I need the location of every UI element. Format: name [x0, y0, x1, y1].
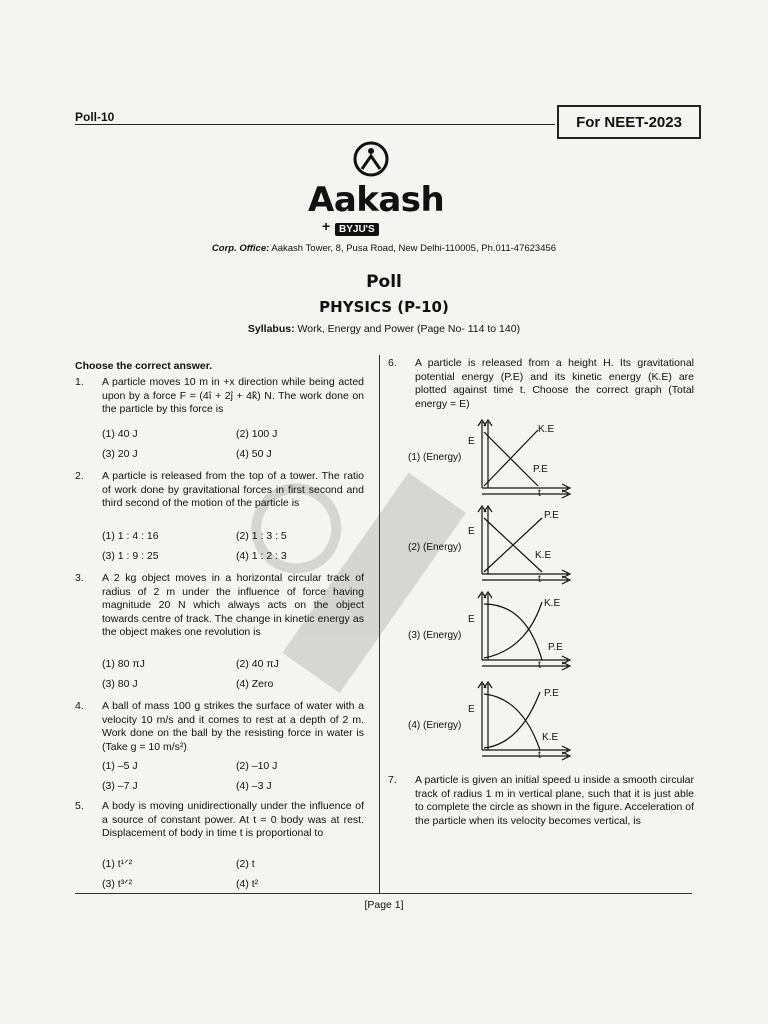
axis-y-label: E	[468, 526, 475, 537]
axis-x-label: t	[538, 574, 541, 585]
syllabus	[0, 323, 768, 335]
question-number: 3.	[75, 572, 84, 584]
option: (1) 40 J	[102, 428, 138, 440]
curve-top-label: K.E	[544, 598, 561, 609]
question-text: A particle is given an initial speed u inside a smooth circular track of radius 1 m in vertical plane, such that it is just able to complete the circle as shown in the figure. Acceleration of the particle when its velocity becomes vertical, is	[415, 774, 694, 827]
page-title: Poll	[366, 272, 402, 292]
question-1	[75, 376, 365, 420]
question-number: 5.	[75, 800, 84, 812]
option: (1) 80 πJ	[102, 658, 145, 670]
graph-option-label: (4) (Energy)	[408, 720, 462, 731]
question-number: 6.	[388, 357, 397, 369]
graph-option-4	[408, 680, 578, 762]
graph-option-label: (1) (Energy)	[408, 452, 462, 463]
curve-top-label: P.E	[544, 688, 559, 699]
graph-option-label: (3) (Energy)	[408, 630, 462, 641]
page-number: [Page 1]	[364, 899, 404, 911]
corp-label: Corp. Office:	[211, 243, 270, 254]
curve-bottom-label: P.E	[533, 464, 548, 475]
axis-x-label: t	[538, 660, 541, 671]
syllabus-label: Syllabus:	[247, 323, 295, 335]
option: (3) t³ᐟ²	[102, 878, 133, 890]
curve-bottom-label: P.E	[548, 642, 563, 653]
instructions: Choose the correct answer.	[75, 360, 213, 372]
question-4-options	[102, 760, 362, 794]
option: (2) 1 : 3 : 5	[236, 530, 287, 542]
question-6	[388, 357, 694, 413]
option: (1) t¹ᐟ²	[102, 858, 133, 870]
option: (4) –3 J	[236, 780, 272, 792]
question-2-options	[102, 530, 362, 564]
option: (2) –10 J	[236, 760, 278, 772]
axis-y-label: E	[468, 614, 475, 625]
graph-option-label: (2) (Energy)	[408, 542, 462, 553]
corp-office	[0, 243, 768, 254]
question-4	[75, 700, 365, 756]
curve-top-label: K.E	[538, 424, 555, 435]
footer-rule	[75, 893, 692, 894]
energy-time-graph-4	[476, 680, 576, 762]
question-5	[75, 800, 365, 856]
question-text: A 2 kg object moves in a horizontal circular track of radius of 2 m under the influence of force having magnitude 20 N which always acts on the object towards centre of track. The change in kinetic energy as the object makes one revolution is	[102, 572, 364, 638]
question-3-options	[102, 658, 362, 692]
curve-top-label: P.E	[544, 510, 559, 521]
aakash-emblem-icon	[352, 140, 390, 178]
option: (2) t	[236, 858, 255, 870]
option: (2) 100 J	[236, 428, 278, 440]
subject-title: PHYSICS (P-10)	[319, 298, 449, 316]
option: (4) Zero	[236, 678, 274, 690]
axis-y-label: E	[468, 436, 475, 447]
poll-id: Poll-10	[75, 110, 115, 124]
question-1-options	[102, 428, 362, 462]
question-number: 7.	[388, 774, 397, 786]
axis-x-label: t	[538, 750, 541, 761]
option: (3) 1 : 9 : 25	[102, 550, 159, 562]
option: (4) 50 J	[236, 448, 272, 460]
question-number: 2.	[75, 470, 84, 482]
question-number: 4.	[75, 700, 84, 712]
graph-option-1	[408, 418, 578, 500]
logo-plus: +	[322, 218, 331, 234]
option: (1) 1 : 4 : 16	[102, 530, 159, 542]
question-5-options	[102, 858, 362, 892]
option: (1) –5 J	[102, 760, 138, 772]
aakash-logo	[300, 140, 450, 240]
graph-option-3	[408, 590, 578, 672]
graph-option-2	[408, 504, 578, 586]
exam-badge: For NEET-2023	[557, 105, 701, 139]
energy-time-graph-3	[476, 590, 576, 672]
option: (3) 20 J	[102, 448, 138, 460]
column-divider	[379, 355, 380, 893]
option: (2) 40 πJ	[236, 658, 279, 670]
axis-y-label: E	[468, 704, 475, 715]
energy-time-graph-2	[476, 504, 576, 586]
option: (3) 80 J	[102, 678, 138, 690]
question-7	[388, 774, 694, 844]
option: (4) 1 : 2 : 3	[236, 550, 287, 562]
question-text: A ball of mass 100 g strikes the surface of water with a velocity 10 m/s and it comes to rest at a depth of 2 m. Work done on the ball by the resisting force in water is (Take g = 10 m/s²)	[102, 700, 364, 753]
option: (4) t²	[236, 878, 259, 890]
corp-address: Aakash Tower, 8, Pusa Road, New Delhi-110005, Ph.011-47623456	[271, 243, 557, 254]
question-text: A body is moving unidirectionally under the influence of a source of constant power. At t = 0 body was at rest. Displacement of body in time t is proportional to	[102, 800, 364, 839]
question-3	[75, 572, 365, 652]
syllabus-text: Work, Energy and Power (Page No- 114 to 140)	[297, 323, 521, 335]
curve-bottom-label: K.E	[535, 550, 552, 561]
question-text: A particle is released from a height H. Its gravitational potential energy (P.E) and its kinetic energy (K.E) are plotted against time t. Choose the correct graph (Total energy = E)	[415, 357, 694, 410]
option: (3) –7 J	[102, 780, 138, 792]
axis-x-label: t	[538, 488, 541, 499]
question-text: A particle is released from the top of a tower. The ratio of work done by gravitational forces in first second and third second of the motion of the particle is	[102, 470, 364, 509]
question-2	[75, 470, 365, 526]
energy-time-graph-1	[476, 418, 576, 500]
logo-partner: BYJU'S	[335, 223, 379, 236]
header-rule	[75, 124, 555, 125]
question-text: A particle moves 10 m in +x direction while being acted upon by a force F = (4î + 2ĵ + 4k̂) N. The work done on the particle by this force is	[102, 376, 364, 415]
question-number: 1.	[75, 376, 84, 388]
curve-bottom-label: K.E	[542, 732, 559, 743]
logo-wordmark: Aakash	[308, 180, 445, 220]
